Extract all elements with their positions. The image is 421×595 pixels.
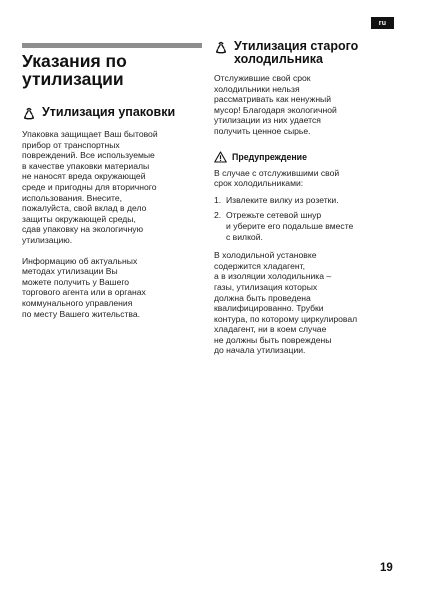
left-column (22, 52, 204, 319)
warning-intro (214, 168, 402, 189)
text-line: торгового агента или в органах (22, 287, 146, 298)
text-line: контура, по которому циркулировал (214, 313, 358, 324)
text-line: не должны быть повреждены (214, 334, 332, 345)
text-line: мусор! Благодаря экологичной (214, 104, 337, 115)
text-line: пожалуйста, свой вклад в дело (22, 203, 147, 214)
text-line: повреждений. Все используемые (22, 150, 155, 161)
text-line: содержится хладагент, (214, 260, 306, 271)
text-line: Упаковка защищает Ваш бытовой (22, 129, 158, 139)
page-title (22, 52, 204, 88)
step-text (226, 195, 339, 206)
text-line: а в изоляции холодильника – (214, 271, 332, 282)
text-line: В холодильной установке (214, 250, 317, 261)
step-number: 1. (214, 194, 222, 205)
text-line: холодильники нельзя (214, 83, 300, 94)
header-rule (22, 43, 202, 48)
warning-triangle-icon (214, 151, 227, 163)
text-line: по месту Вашего жительства. (22, 308, 141, 319)
list-item (214, 210, 402, 242)
text-line: методах утилизации Вы (22, 266, 118, 277)
text-line: прибор от транспортных (22, 139, 120, 150)
text-line: сдав упаковку на экологичную (22, 224, 144, 235)
recycle-icon (214, 41, 228, 55)
step-number: 2. (214, 210, 222, 221)
text-line: газы, утилизация которых (214, 281, 318, 292)
packaging-section-title: Утилизация упаковки (42, 105, 176, 119)
text-line: утилизации из них удается (214, 115, 321, 126)
text-line: квалифицированно. Трубки (214, 303, 324, 314)
text-line: Отслужившие свой срок (214, 73, 311, 83)
text-line: защиты окружающей среды, (22, 213, 136, 224)
step-text (226, 210, 353, 242)
list-item (214, 195, 402, 206)
page-title-line: Указания по (22, 51, 127, 71)
heading-line: Утилизация старого (234, 39, 359, 53)
text-line: использования. Внесите, (22, 192, 123, 203)
text-line: в качестве упаковки материалы (22, 160, 150, 171)
text-line: до начала утилизации. (214, 345, 306, 356)
disposal-info-paragraph (22, 256, 204, 320)
old-fridge-section-title (234, 40, 358, 66)
text-line: хладагент, ни в коем случае (214, 324, 327, 335)
old-fridge-section-heading (214, 40, 402, 66)
warning-heading (214, 151, 402, 163)
old-fridge-paragraph (214, 73, 402, 137)
text-line: коммунального управления (22, 297, 133, 308)
packaging-paragraph (22, 129, 204, 246)
text-line: должна быть проведена (214, 292, 311, 303)
text-line: срок холодильниками: (214, 178, 304, 189)
text-line: Извлеките вилку из розетки. (226, 194, 339, 205)
text-line: с вилкой. (226, 231, 263, 242)
text-line: Информацию об актуальных (22, 255, 138, 266)
right-column (214, 40, 402, 356)
text-line: можете получить у Вашего (22, 276, 130, 287)
text-line: В случае с отслужившими свой (214, 167, 340, 178)
text-line: не наносят вреда окружающей (22, 171, 146, 182)
packaging-section-heading (22, 106, 204, 121)
refrigerant-paragraph (214, 250, 402, 356)
warning-steps-list (214, 195, 402, 242)
page-title-line: утилизации (22, 69, 124, 89)
heading-line: холодильника (234, 52, 323, 66)
text-line: рассматривать как ненужный (214, 94, 332, 105)
text-line: среде и пригодны для вторичного (22, 181, 157, 192)
text-line: и уберите его подальше вместе (226, 220, 354, 231)
text-line: получить ценное сырье. (214, 125, 311, 136)
page-number: 19 (380, 562, 393, 574)
text-line: утилизацию. (22, 234, 73, 245)
text-line: Отрежьте сетевой шнур (226, 210, 322, 221)
recycle-icon (22, 107, 36, 121)
language-badge: ru (371, 17, 394, 29)
warning-title: Предупреждение (232, 151, 307, 162)
